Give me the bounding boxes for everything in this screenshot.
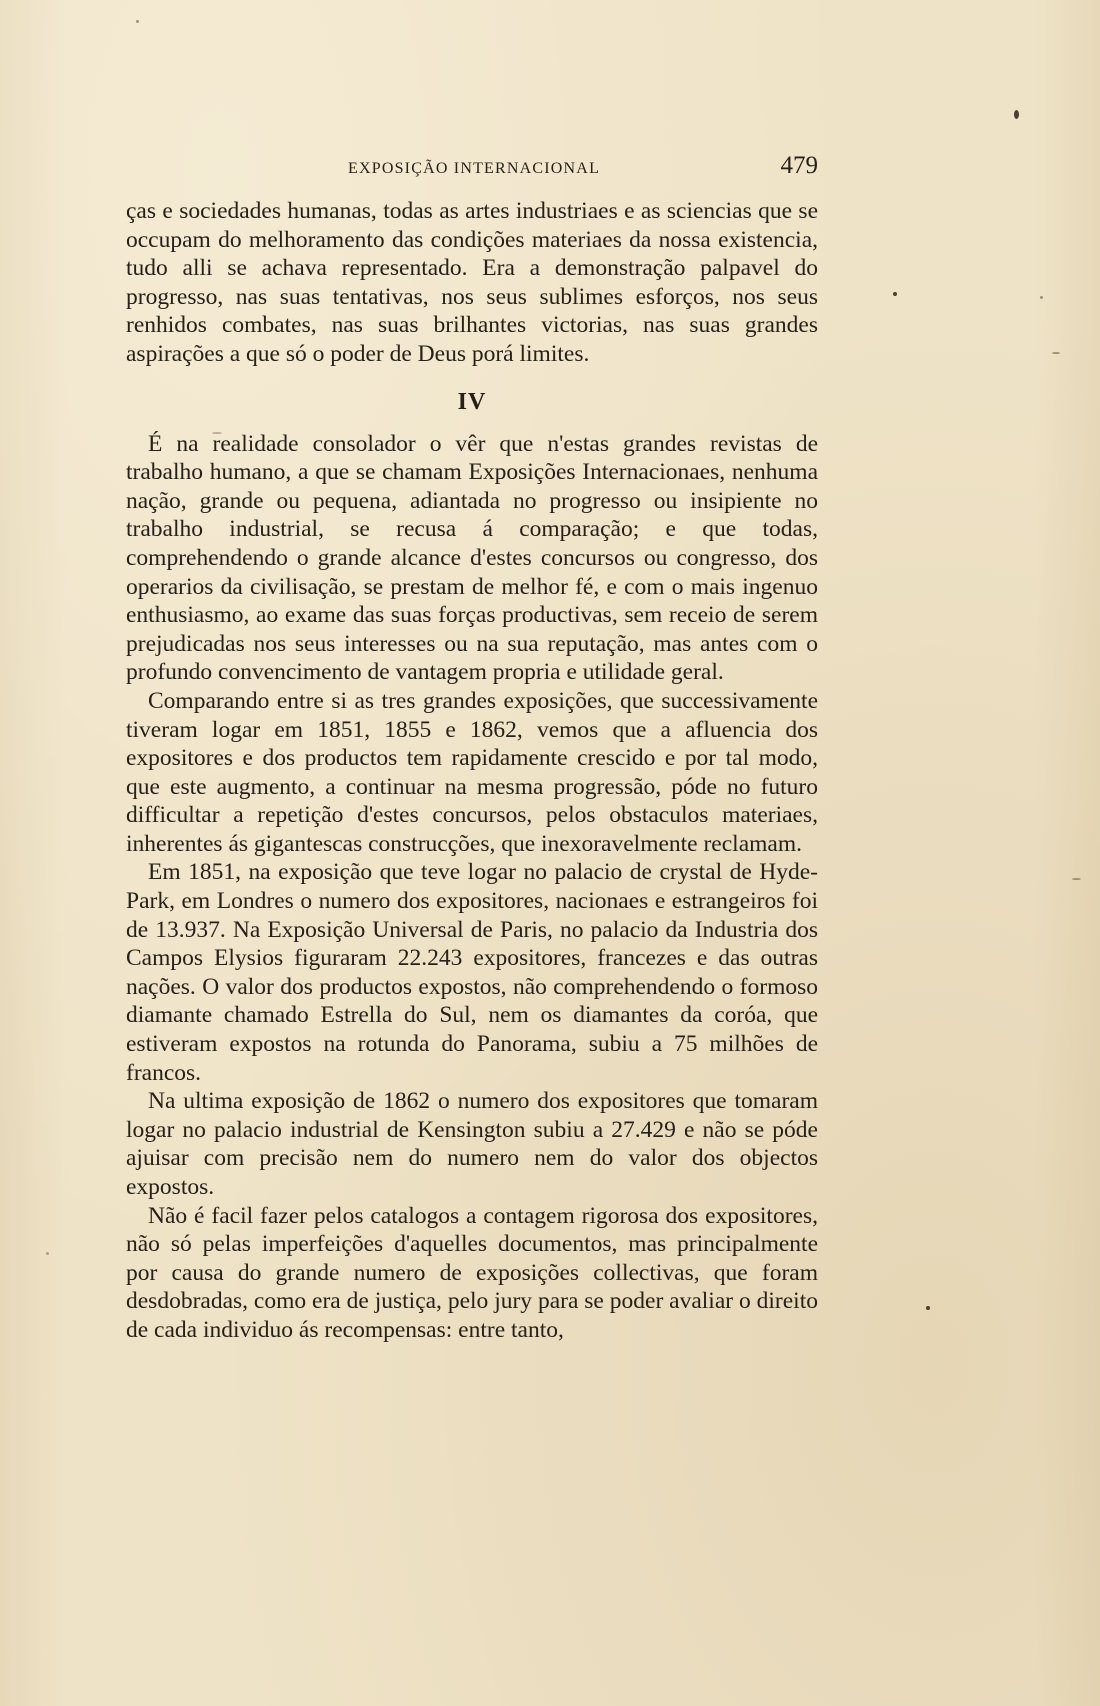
paragraph: Comparando entre si as tres grandes exposições, que successivamente tiveram logar em 1851, 1855 e 1862, vemos que a afluencia dos expositores e dos productos tem rapidamente crescido e por tal modo, que este augmento, a continuar na mesma progressão, póde no futuro difficultar a repetição d'estes concursos, pelos obstaculos materiaes, inherentes ás gigantescas construcções, que inexoravelmente reclamam.: [126, 687, 818, 857]
paper-speck: [1072, 878, 1081, 880]
paragraph: Em 1851, na exposição que teve logar no palacio de crystal de Hyde-Park, em Londres o numero dos expositores, nacionaes e estrangeiros foi de 13.937. Na Exposição Universal de Paris, no palacio da Industria dos Campos Elysios figuraram 22.243 expositores, francezes e das outras nações. O valor dos productos expostos, não comprehendendo o formoso diamante chamado Estrella do Sul, nem os diamantes da coróa, que estiveram expostos na rotunda do Panorama, subiu a 75 milhões de francos.: [126, 859, 818, 1086]
body-text: [126, 197, 818, 1345]
paper-speck: [1040, 296, 1043, 299]
section-heading: IV: [457, 388, 487, 415]
running-header: [126, 152, 818, 188]
paper-speck: [1052, 352, 1060, 354]
paragraph: Não é facil fazer pelos catalogos a contagem rigorosa dos expositores, não só pelas imperfeições d'aquelles documentos, mas principalmente por causa do grande numero de exposições collectivas, que foram desdobradas, como era de justiça, pelo jury para se poder avaliar o direito de cada individuo ás recompensas: entre tanto,: [126, 1202, 818, 1343]
page-number: 479: [780, 152, 818, 179]
paragraph: É na realidade consolador o vêr que n'estas grandes revistas de trabalho humano, a que se chamam Exposições Internacionaes, nenhuma nação, grande ou pequena, adiantada no progresso ou insipiente no trabalho industrial, se recusa á comparação; e que todas, comprehendendo o grande alcance d'estes concursos ou congresso, dos operarios da civilisação, se prestam de melhor fé, e com o mais ingenuo enthusiasmo, ao exame das suas forças productivas, sem receio de serem prejudicadas nos seus interesses ou na sua reputação, mas antes com o profundo convencimento de vantagem propria e utilidade geral.: [126, 430, 818, 686]
paragraph-continued: ças e sociedades humanas, todas as artes industriaes e as sciencias que se occupam do melhoramento das condições materiaes da nossa existencia, tudo alli se achava representado. Era a demonstração palpavel do progresso, nas suas tentativas, nos seus sublimes esforços, nos seus renhidos combates, nas suas brilhantes victorias, nas suas grandes aspirações a que só o poder de Deus porá limites.: [126, 198, 818, 367]
paper-speck: [136, 20, 139, 23]
paragraph: Na ultima exposição de 1862 o numero dos expositores que tomaram logar no palacio industrial de Kensington subiu a 27.429 e não se póde ajuisar com precisão nem do numero nem do valor dos objectos expostos.: [126, 1088, 818, 1200]
paper-speck: [212, 432, 222, 434]
paper-speck: [1014, 110, 1019, 119]
paper-speck: [893, 292, 897, 296]
paper-speck: [46, 1252, 49, 1255]
paper-speck: [926, 1306, 930, 1310]
running-title: EXPOSIÇÃO INTERNACIONAL: [348, 160, 601, 177]
